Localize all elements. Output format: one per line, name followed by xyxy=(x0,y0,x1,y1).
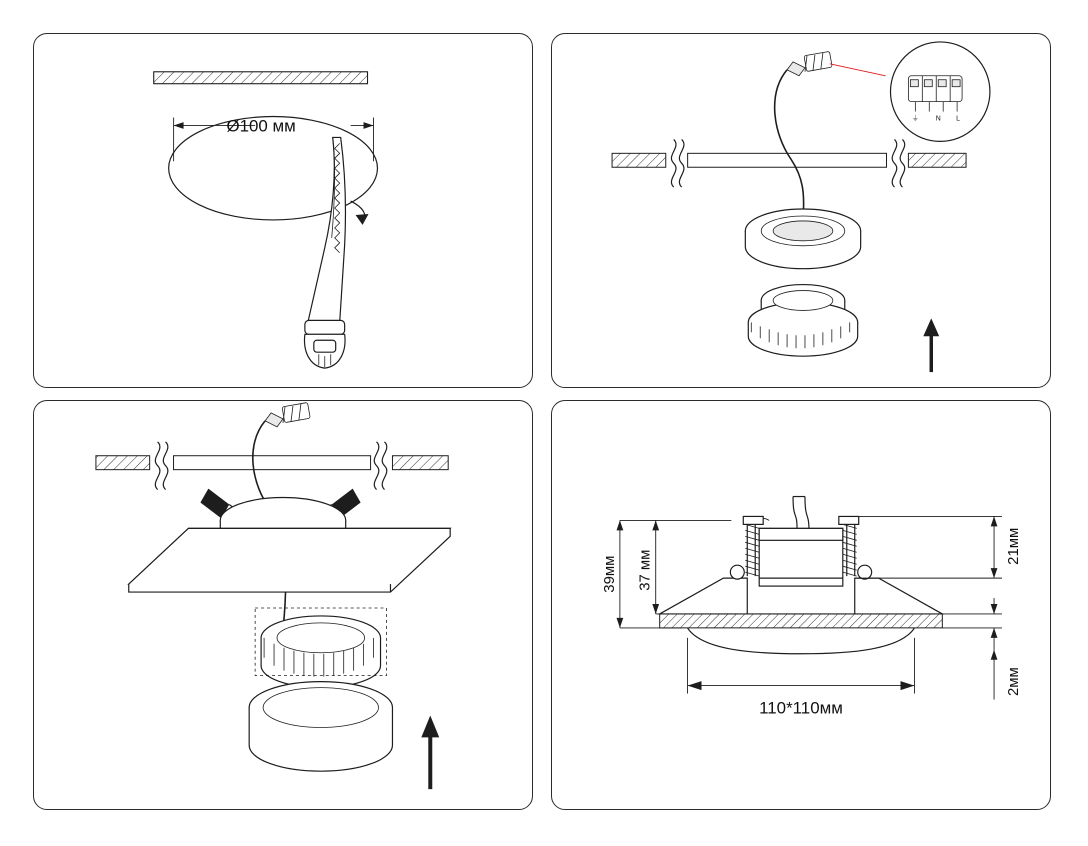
terminal-block xyxy=(787,51,832,75)
break-symbols xyxy=(671,139,904,187)
rotation-arrow xyxy=(351,201,369,225)
insertion-arrow-up xyxy=(923,318,939,372)
label-recess-depth: 37 мм xyxy=(636,549,654,591)
insertion-arrow-up xyxy=(421,715,439,789)
panel-step-1 xyxy=(33,33,533,388)
panel-step-4 xyxy=(551,400,1051,810)
panel-step-2 xyxy=(551,33,1051,388)
label-hole-diameter: Ø100 мм xyxy=(226,116,296,136)
ceiling-section-hatched xyxy=(96,456,448,470)
label-terminal-n: N xyxy=(935,115,941,123)
frame-width-dimension xyxy=(688,638,915,694)
terminal-detail-circle xyxy=(890,42,989,141)
luminaire-housing xyxy=(249,682,392,772)
led-module-ring xyxy=(255,608,386,688)
keyhole-saw xyxy=(305,137,346,368)
break-symbols xyxy=(155,442,386,490)
cable-outlet xyxy=(793,497,809,529)
label-terminal-ground: ⏚ xyxy=(911,115,919,123)
cross-section-body xyxy=(759,528,843,586)
label-frame-size: 110*110мм xyxy=(759,698,843,718)
panel-step-3 xyxy=(33,400,533,810)
led-module xyxy=(748,285,857,357)
detail-leader xyxy=(830,64,886,76)
square-trim-plate xyxy=(129,528,450,592)
driver-body xyxy=(745,209,860,269)
label-terminal-l: L xyxy=(956,115,961,123)
ceiling-hatched-slab xyxy=(154,72,368,84)
label-body-height: 21мм xyxy=(1004,527,1022,565)
terminal-block xyxy=(265,402,310,426)
label-overall-height: 39мм xyxy=(600,555,618,593)
label-trim-thickness: 2мм xyxy=(1004,667,1022,697)
supply-cable xyxy=(775,70,804,219)
